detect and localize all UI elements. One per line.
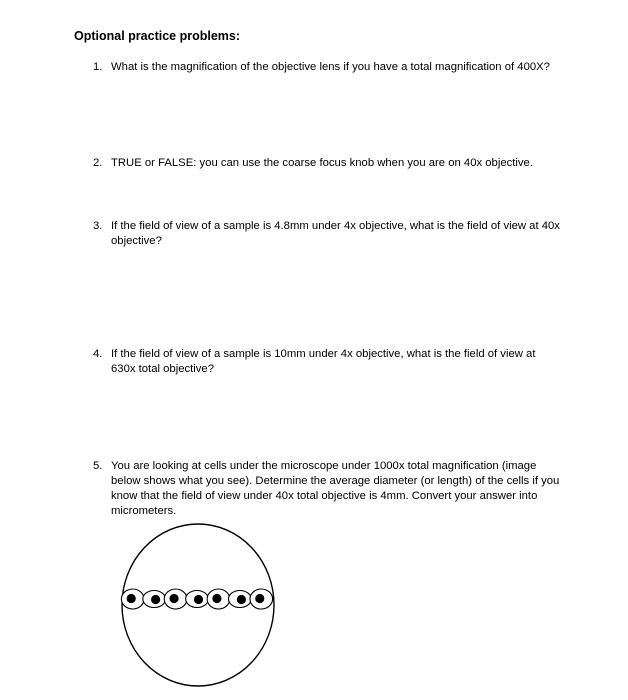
question-text: If the field of view of a sample is 10mm under 4x objective, what is the field of view at 630x total objective? bbox=[111, 348, 536, 375]
question-number: 3. bbox=[93, 220, 103, 232]
cell-row bbox=[121, 589, 272, 609]
cell-nucleus bbox=[169, 594, 178, 603]
cell-nucleus bbox=[255, 594, 264, 603]
question-5 bbox=[93, 459, 563, 519]
question-number: 4. bbox=[93, 348, 103, 360]
question-text: If the field of view of a sample is 4.8mm under 4x objective, what is the field of view at 40x objective? bbox=[111, 220, 560, 247]
question-text: TRUE or FALSE: you can use the coarse focus knob when you are on 40x objective. bbox=[111, 157, 533, 169]
question-number: 2. bbox=[93, 157, 103, 169]
question-text: What is the magnification of the objective lens if you have a total magnification of 400X? bbox=[111, 61, 550, 73]
question-text: You are looking at cells under the microscope under 1000x total magnification (image below shows what you see). Determine the average diameter (or length) of the cells if you know that the field of view under 40x total objective is 4mm. Convert your answer into micrometers. bbox=[111, 460, 560, 517]
cell-nucleus bbox=[212, 594, 221, 603]
cell-nucleus bbox=[127, 594, 136, 603]
page-heading: Optional practice problems: bbox=[74, 29, 241, 43]
cell-nucleus bbox=[151, 595, 160, 604]
cell-nucleus bbox=[194, 595, 203, 604]
question-4 bbox=[93, 347, 563, 377]
question-3 bbox=[93, 219, 563, 249]
question-number: 5. bbox=[93, 460, 103, 472]
cell-nucleus bbox=[237, 595, 246, 604]
question-2 bbox=[93, 156, 563, 171]
microscope-field-figure bbox=[118, 520, 278, 690]
question-1 bbox=[93, 60, 563, 75]
question-number: 1. bbox=[93, 61, 103, 73]
